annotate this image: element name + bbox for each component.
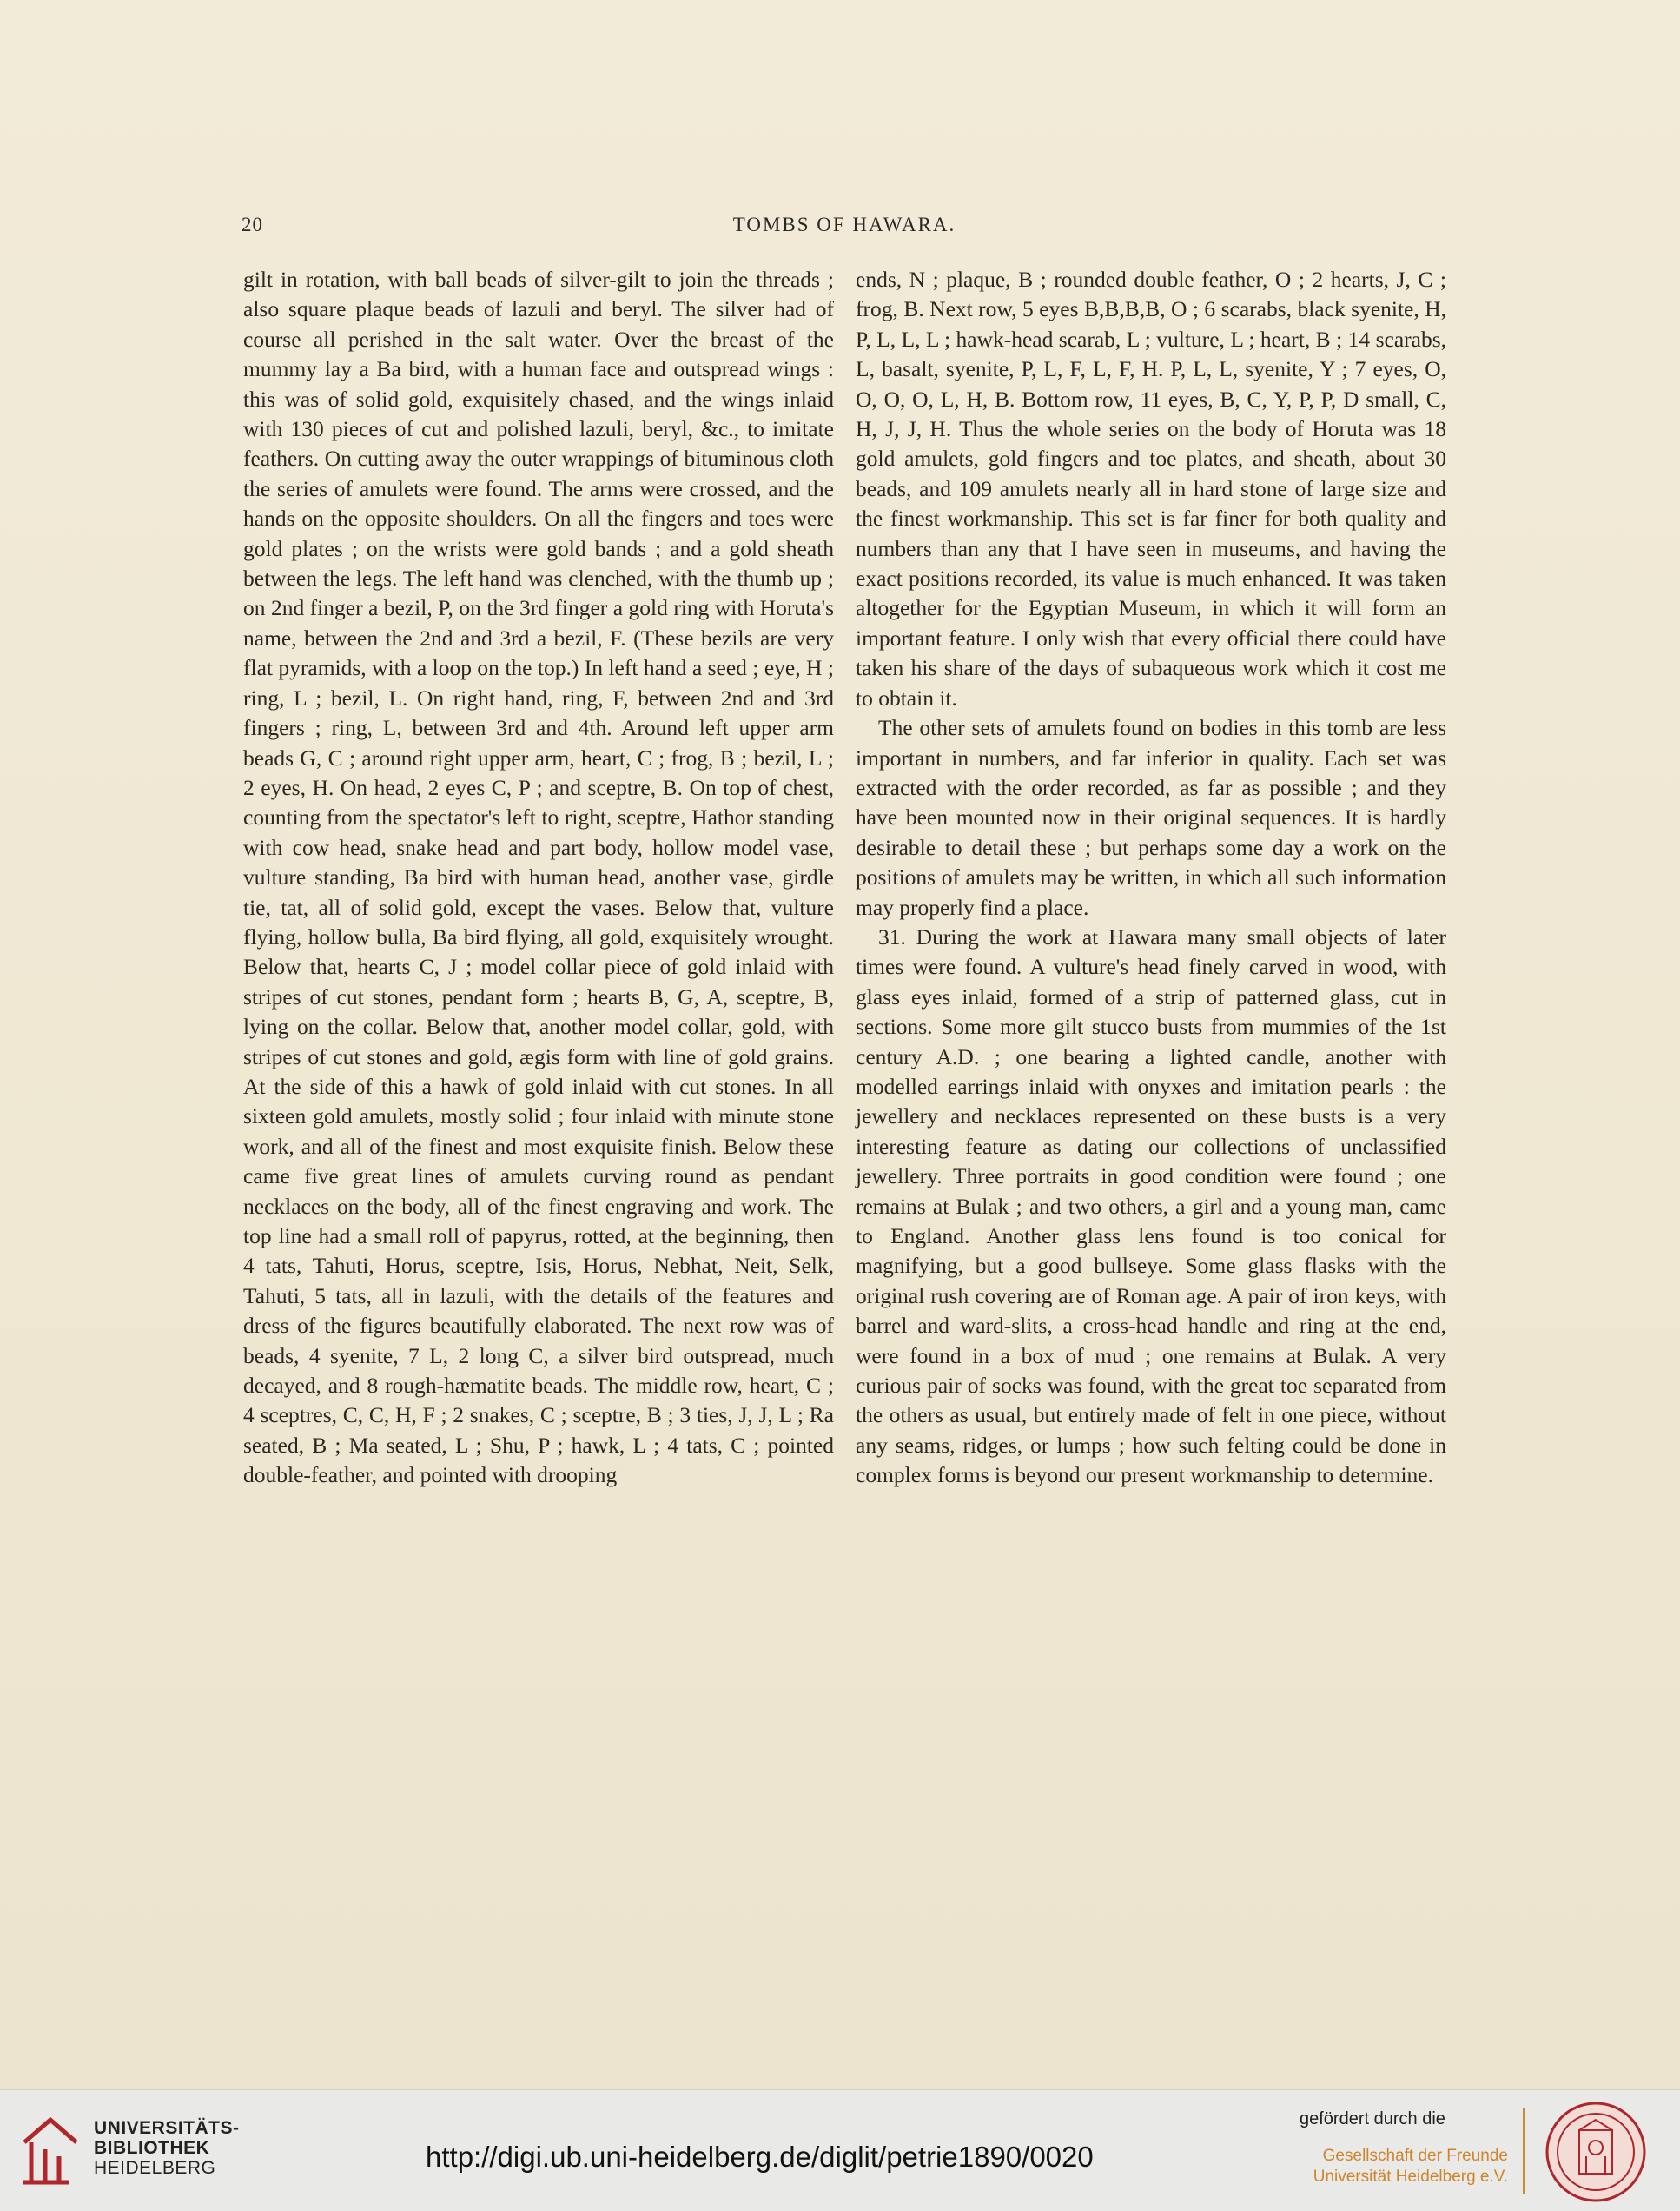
left-column (243, 265, 834, 1491)
library-name-line-3: HEIDELBERG (94, 2158, 216, 2178)
funded-by-label: gefördert durch die (1300, 2109, 1445, 2128)
right-paragraph-2: The other sets of amulets found on bodies in this tomb are less important in numbers, and far inferior in quality. Each set was extracted with the order recorded, as far as possible ; and they have been mounted now in their original sequences. It is hardly desirable to detail these ; but perhaps some day a work on the positions of amulets may be written, in which all such information may properly find a place. (856, 715, 1446, 920)
permalink-url[interactable]: http://digi.ub.uni-heidelberg.de/diglit/petrie1890/0020 (426, 2141, 1094, 2173)
running-head (241, 214, 1447, 248)
library-name (94, 2118, 240, 2178)
library-name-line-1: UNIVERSITÄTS- (94, 2118, 240, 2138)
library-name-line-2: BIBLIOTHEK (94, 2138, 210, 2158)
running-title: TOMBS OF HAWARA. (732, 214, 956, 235)
page-number: 20 (241, 214, 263, 235)
university-seal-icon (1544, 2101, 1647, 2203)
university-library-logo-icon (16, 2108, 85, 2191)
right-column (856, 265, 1446, 1491)
right-paragraph-1: ends, N ; plaque, B ; rounded double feather, O ; 2 hearts, J, C ; frog, B. Next row, 5 eyes B,B,B,B, O ; 6 scarabs, black syenite, H, P, L, L, L ; hawk-head scarab, L ; vulture, L ; heart, B ; 14 scarabs, L, basalt, syenite, P, L, F, L, F, H. P, L, L, syenite, Y ; 7 eyes, O, O, O, O, L, H, B. Bottom row, 11 eyes, B, C, Y, P, P, D small, C, H, J, J, H. Thus the whole series on the body of Horuta was 18 gold amulets, gold fingers and toe plates, and sheath, about 30 beads, and 109 amulets nearly all in hard stone of large size and the finest workmanship. This set is far finer for both quality and numbers than any that I have seen in museums, and having the exact positions recorded, its value is much enhanced. It was taken altogether for the Egyptian Museum, in which it will form an important feature. I only wish that every official there could have taken his share of the days of subaqueous work which it cost me to obtain it. (856, 267, 1446, 711)
society-name-line-1: Gesellschaft der Freunde (1322, 2147, 1508, 2165)
society-name-line-2: Universität Heidelberg e.V. (1313, 2168, 1508, 2186)
right-paragraph-3: 31. During the work at Hawara many small objects of later times were found. A vulture's head finely carved in wood, with glass eyes inlaid, formed of a strip of patterned glass, cut in sections. Some more gilt stucco busts from mummies of the 1st century A.D. ; one bearing a lighted candle, another with modelled earrings inlaid with onyxes and imitation pearls : the jewellery and necklaces represented on these busts is a very interesting feature as dating our collections of unclassified jewellery. Three portraits in good condition were found ; one remains at Bulak ; and two others, a girl and a young man, came to England. Another glass lens found is too conical for magnifying, but a good bullseye. Some glass flasks with the original rush covering are of Roman age. A pair of iron keys, with barrel and ward-slits, a cross-head handle and ring at the end, were found in a box of mud ; one remains at Bulak. A very curious pair of socks was found, with the great toe separated from the others as usual, but entirely made of felt in one piece, without any seams, ridges, or lumps ; how such felting could be done in complex forms is beyond our present workmanship to determine. (856, 923, 1446, 1488)
footer-divider (1523, 2108, 1525, 2194)
left-paragraph-1: gilt in rotation, with ball beads of silver-gilt to join the threads ; also square plaque beads of lazuli and beryl. The silver had of course all perished in the salt water. Over the breast of the mummy lay a Ba bird, with a human face and outspread wings : this was of solid gold, exquisitely chased, and the wings inlaid with 130 pieces of cut and polished lazuli, beryl, &c., to imitate feathers. On cutting away the outer wrappings of bituminous cloth the series of amulets were found. The arms were crossed, and the hands on the opposite shoulders. On all the fingers and toes were gold plates ; on the wrists were gold bands ; and a gold sheath between the legs. The left hand was clenched, with the thumb up ; on 2nd finger a bezil, P, on the 3rd finger a gold ring with Horuta's name, between the 2nd and 3rd a bezil, F. (These bezils are very flat pyramids, with a loop on the top.) In left hand a seed ; eye, H ; ring, L ; bezil, L. On right hand, ring, F, between 2nd and 3rd fingers ; ring, L, between 3rd and 4th. Around left upper arm beads G, C ; around right upper arm, heart, C ; frog, B ; bezil, L ; 2 eyes, H. On head, 2 eyes C, P ; and sceptre, B. On top of chest, counting from the spectator's left to right, sceptre, Hathor standing with cow head, snake head and part body, hollow model vase, vulture standing, Ba bird with human head, another vase, girdle tie, tat, all of solid gold, except the vases. Below that, vulture flying, hollow bulla, Ba bird flying, all gold, exquisitely wrought. Below that, hearts C, J ; model collar piece of gold inlaid with stripes of cut stones, pendant form ; hearts B, G, A, sceptre, B, lying on the collar. Below that, another model collar, gold, with stripes of cut stones and gold, ægis form with line of gold grains. At the side of this a hawk of gold inlaid with cut stones. In all sixteen gold amulets, mostly solid ; four inlaid with minute stone work, and all of the finest and most exquisite finish. Below these came five great lines of amulets curving round as pendant necklaces on the body, all of the finest engraving and work. The top line had a small roll of papyrus, rotted, at the beginning, then 4 tats, Tahuti, Horus, sceptre, Isis, Horus, Nebhat, Neit, Selk, Tahuti, 5 tats, all in lazuli, with the details of the features and dress of the figures beautifully elaborated. The next row was of beads, 4 syenite, 7 L, 2 long C, a silver bird outspread, much decayed, and 8 rough-hæmatite beads. The middle row, heart, C ; 4 sceptres, C, C, H, F ; 2 snakes, C ; sceptre, B ; 3 ties, J, J, L ; Ra seated, B ; Ma seated, L ; Shu, P ; hawk, L ; 4 tats, C ; pointed double-feather, and pointed with drooping (243, 267, 834, 1488)
society-name (1293, 2146, 1508, 2188)
library-footer (0, 2089, 1680, 2211)
